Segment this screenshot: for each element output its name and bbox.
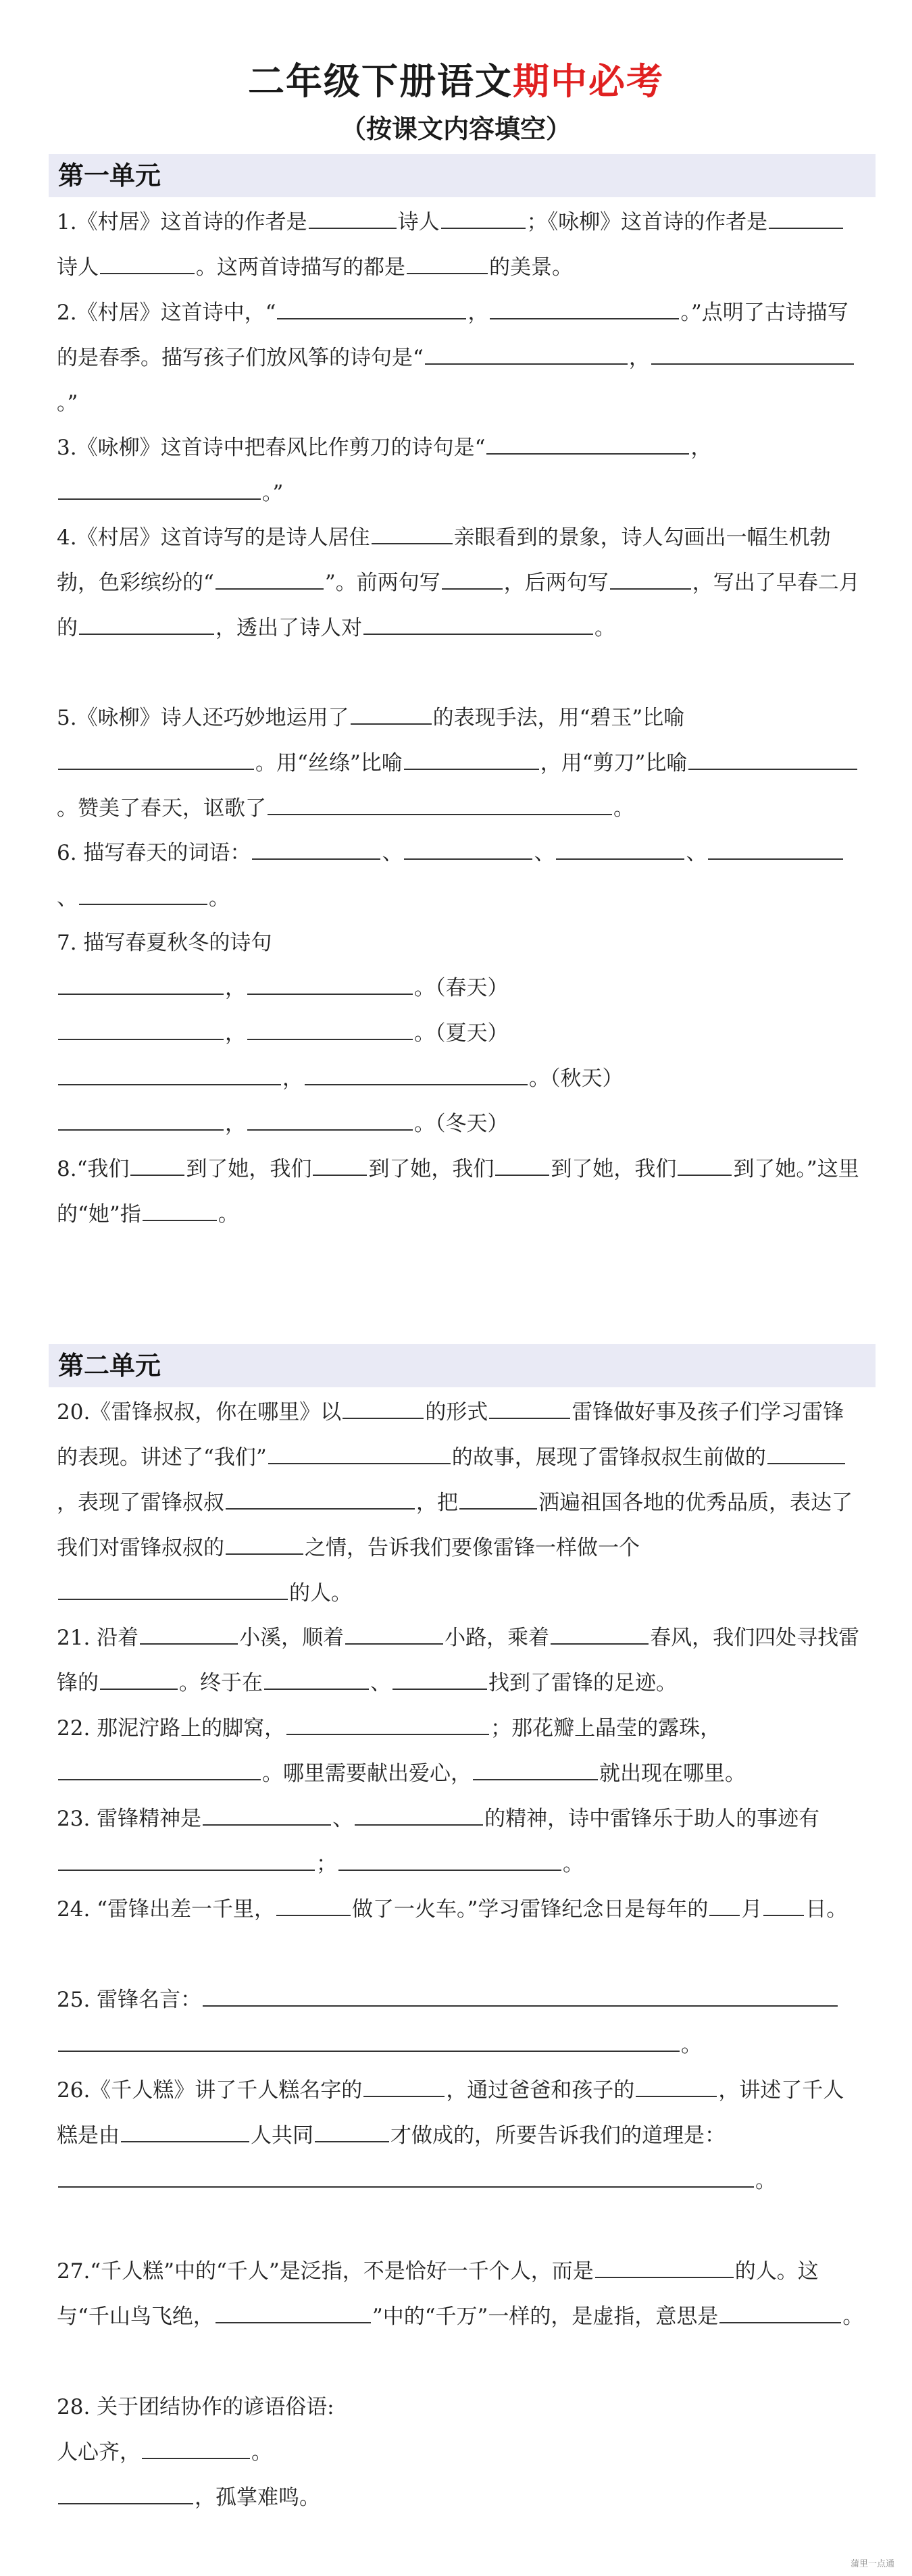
blank[interactable] [345,1626,443,1645]
question-20: 20.《雷锋叔叔，你在哪里》以 的形式 雷锋做好事及孩子们学习雷锋的表现。讲述了“我们” 的故事，展现了雷锋叔叔生前做的，表现了雷锋叔叔 ，把 洒遍祖国各地的优秀品质，表达了我们对雷锋叔叔的 之情，告诉我们要像雷锋一样做一个的人。 [57,1400,853,1605]
blank[interactable] [58,1112,224,1131]
blank[interactable] [404,751,539,770]
blank[interactable] [121,2123,249,2142]
blank[interactable] [252,841,380,860]
question-28: 28. 关于团结协作的谚语俗语: [57,2395,334,2419]
blank[interactable] [58,1761,261,1780]
blank[interactable] [58,976,224,995]
watermark: 蒲里一点通 [850,2559,894,2569]
blank[interactable] [58,1852,315,1871]
question-26: 26.《千人糕》讲了千人糕名字的 ，通过爸爸和孩子的 ，讲述了千人糕是由 人共同 才做成的，所要告诉我们的道理是：。 [57,2078,844,2193]
blank[interactable] [372,525,453,544]
proverb-line-1: 人心齐， 。 [57,2440,272,2465]
unit1-heading: 第一单元 [49,154,876,197]
blank[interactable] [226,1536,303,1555]
blank[interactable] [489,1400,570,1419]
poem-line-spring: ， 。（春天） [57,966,864,1011]
blank[interactable] [277,301,466,319]
question-21: 21. 沿着 小溪，顺着 小路，乘着 春风，我们四处寻找雷锋的 。终于在 、 找到了雷锋的足迹。 [57,1626,860,1695]
blank[interactable] [442,571,503,590]
blank[interactable] [140,1626,238,1645]
blank[interactable] [313,1157,367,1176]
blank[interactable] [407,255,488,274]
blank[interactable] [495,1157,549,1176]
blank[interactable] [338,1852,561,1871]
blank[interactable] [276,1897,351,1916]
question-7: 7. 描写春夏秋冬的诗句 [57,931,272,955]
blank[interactable] [58,1021,224,1040]
blank[interactable] [486,436,689,455]
blank[interactable] [636,2078,717,2097]
blank[interactable] [363,616,593,635]
blank[interactable] [309,210,397,229]
question-8: 8.“我们 到了她，我们 到了她，我们 到了她，我们 到了她。”这里的“她”指 。 [57,1157,859,1227]
blank[interactable] [58,1581,288,1600]
blank[interactable] [767,1445,845,1464]
question-3: 3.《咏柳》这首诗中把春风比作剪刀的诗句是“ ，。” [57,436,712,505]
question-24: 24. “雷锋出差一千里， 做了一火车。”学习雷锋纪念日是每年的 月 日。 [57,1897,848,1922]
blank[interactable] [688,751,857,770]
blank[interactable] [473,1761,598,1780]
question-5: 5.《咏柳》诗人还巧妙地运用了 的表现手法，用“碧玉”比喻。用“丝绦”比喻 ，用“剪刀”比喻。赞美了春天，讴歌了 。 [57,696,864,831]
question-6: 6. 描写春天的词语： 、 、 、、 。 [57,831,864,921]
blank[interactable] [216,571,324,590]
question-25: 25. 雷锋名言：。 [57,1978,864,2068]
blank[interactable] [226,1491,415,1510]
blank[interactable] [58,481,261,500]
blank[interactable] [247,1021,413,1040]
blank[interactable] [708,841,843,860]
blank[interactable] [58,2033,680,2052]
blank[interactable] [305,1066,528,1085]
proverb-line-2: ，孤掌难鸣。 [57,2475,864,2521]
poem-line-autumn: ， 。（秋天） [57,1056,864,1102]
blank[interactable] [363,2078,445,2097]
blank[interactable] [247,1112,413,1131]
blank[interactable] [610,571,691,590]
poem-line-winter: ， 。（冬天） [57,1102,864,1147]
blank[interactable] [286,1716,489,1735]
blank[interactable] [441,210,526,229]
blank[interactable] [719,2304,841,2323]
blank[interactable] [58,2169,754,2188]
blank[interactable] [709,1897,740,1916]
blank[interactable] [203,1807,331,1826]
blank[interactable] [595,2259,734,2278]
question-1: 1.《村居》这首诗的作者是 诗人 ；《咏柳》这首诗的作者是诗人 。这两首诗描写的都是 的美景。 [57,200,864,290]
blank[interactable] [404,841,532,860]
title-main: 二年级下册语文 [248,60,513,103]
blank[interactable] [355,1807,483,1826]
title-highlight: 期中必考 [513,60,664,103]
blank[interactable] [100,1671,178,1690]
blank[interactable] [425,346,628,365]
blank[interactable] [351,706,432,725]
blank[interactable] [551,1626,649,1645]
blank[interactable] [268,796,612,815]
blank[interactable] [678,1157,732,1176]
question-23: 23. 雷锋精神是 、 的精神，诗中雷锋乐于助人的事迹有； 。 [57,1807,820,1876]
blank[interactable] [490,301,679,319]
blank[interactable] [79,886,207,905]
question-4: 4.《村居》这首诗写的是诗人居住 亲眼看到的景象，诗人勾画出一幅生机勃勃，色彩缤纷的“ ”。前两句写 ，后两句写 ，写出了早春二月的 ，透出了诗人对 。 [57,525,860,640]
question-27: 27.“千人糕”中的“千人”是泛指，不是恰好一千个人，而是 的人。这与“千山鸟飞绝， ”中的“千万”一样的，是虚指，意思是 。 [57,2259,864,2329]
blank[interactable] [268,1445,451,1464]
blank[interactable] [58,1066,281,1085]
page-subtitle: （按课文内容填空） [340,114,572,144]
blank[interactable] [556,841,684,860]
blank[interactable] [142,2440,250,2459]
blank[interactable] [763,1897,804,1916]
blank[interactable] [216,2304,371,2323]
page-title [0,53,912,105]
blank[interactable] [143,1202,217,1221]
question-2: 2.《村居》这首诗中，“ ， 。”点明了古诗描写的是春季。描写孩子们放风筝的诗句是“ ，。” [57,290,864,426]
blank[interactable] [247,976,413,995]
blank[interactable] [315,2123,389,2142]
blank[interactable] [459,1491,537,1510]
question-22: 22. 那泥泞路上的脚窝， ；那花瓣上晶莹的露珠，。哪里需要献出爱心， 就出现在哪里。 [57,1716,746,1786]
blank[interactable] [58,2485,193,2504]
blank[interactable] [203,1988,838,2007]
blank[interactable] [100,255,195,274]
blank[interactable] [79,616,214,635]
blank[interactable] [58,751,254,770]
blank[interactable] [264,1671,369,1690]
poem-line-summer: ， 。（夏天） [57,1011,864,1056]
blank[interactable] [392,1671,487,1690]
blank[interactable] [769,210,843,229]
unit2-heading: 第二单元 [49,1344,876,1387]
blank[interactable] [130,1157,184,1176]
blank[interactable] [651,346,854,365]
blank[interactable] [343,1400,424,1419]
